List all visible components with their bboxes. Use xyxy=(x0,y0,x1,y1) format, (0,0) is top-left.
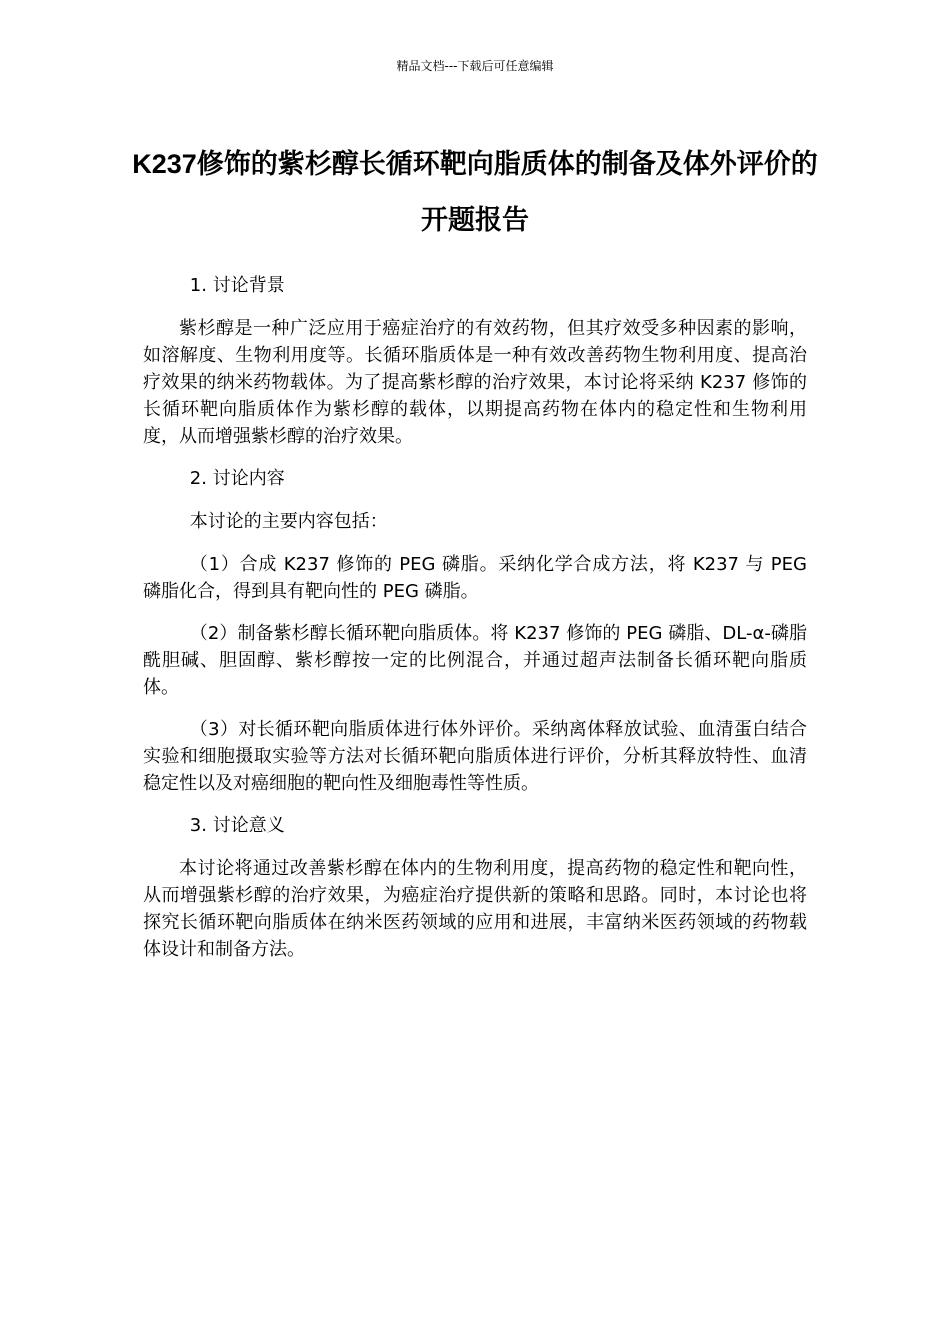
section-heading-significance: 3. 讨论意义 xyxy=(189,815,285,836)
paragraph-content-intro: 本讨论的主要内容包括： xyxy=(189,511,388,532)
header-note: 精品文档---下载后可任意编辑 xyxy=(396,59,554,73)
paragraph-significance: 本讨论将通过改善紫杉醇在体内的生物利用度，提高药物的稳定性和靶向性，从而增强紫杉醇的治疗效果，为癌症治疗提供新的策略和思路。同时，本讨论也将探究长循环靶向脂质体在纳米医药领域的应用和进展，丰富纳米医药领域的药物载体设计和制备方法。 xyxy=(143,858,807,960)
list-item-synthesis: （1）合成 K237 修饰的 PEG 磷脂。采纳化学合成方法，将 K237 与 PEG 磷脂化合，得到具有靶向性的 PEG 磷脂。 xyxy=(143,554,807,602)
paragraph-background: 紫杉醇是一种广泛应用于癌症治疗的有效药物，但其疗效受多种因素的影响，如溶解度、生物利用度等。长循环脂质体是一种有效改善药物生物利用度、提高治疗效果的纳米药物载体。为了提高紫杉醇的治疗效果，本讨论将采纳 K237 修饰的长循环靶向脂质体作为紫杉醇的载体，以期提高药物在体内的稳定性和生物利用度，从而增强紫杉醇的治疗效果。 xyxy=(143,318,807,447)
document-title: K237修饰的紫杉醇长循环靶向脂质体的制备及体外评价的开题报告 xyxy=(132,149,818,235)
list-item-preparation: （2）制备紫杉醇长循环靶向脂质体。将 K237 修饰的 PEG 磷脂、DL-α-磷脂酰胆碱、胆固醇、紫杉醇按一定的比例混合，并通过超声法制备长循环靶向脂质体。 xyxy=(143,623,807,698)
document-body xyxy=(143,272,807,978)
section-heading-background: 1. 讨论背景 xyxy=(189,275,285,296)
section-heading-content: 2. 讨论内容 xyxy=(189,468,285,489)
list-item-evaluation: （3）对长循环靶向脂质体进行体外评价。采纳离体释放试验、血清蛋白结合实验和细胞摄取实验等方法对长循环靶向脂质体进行评价，分析其释放特性、血清稳定性以及对癌细胞的靶向性及细胞毒性等性质。 xyxy=(143,719,807,794)
